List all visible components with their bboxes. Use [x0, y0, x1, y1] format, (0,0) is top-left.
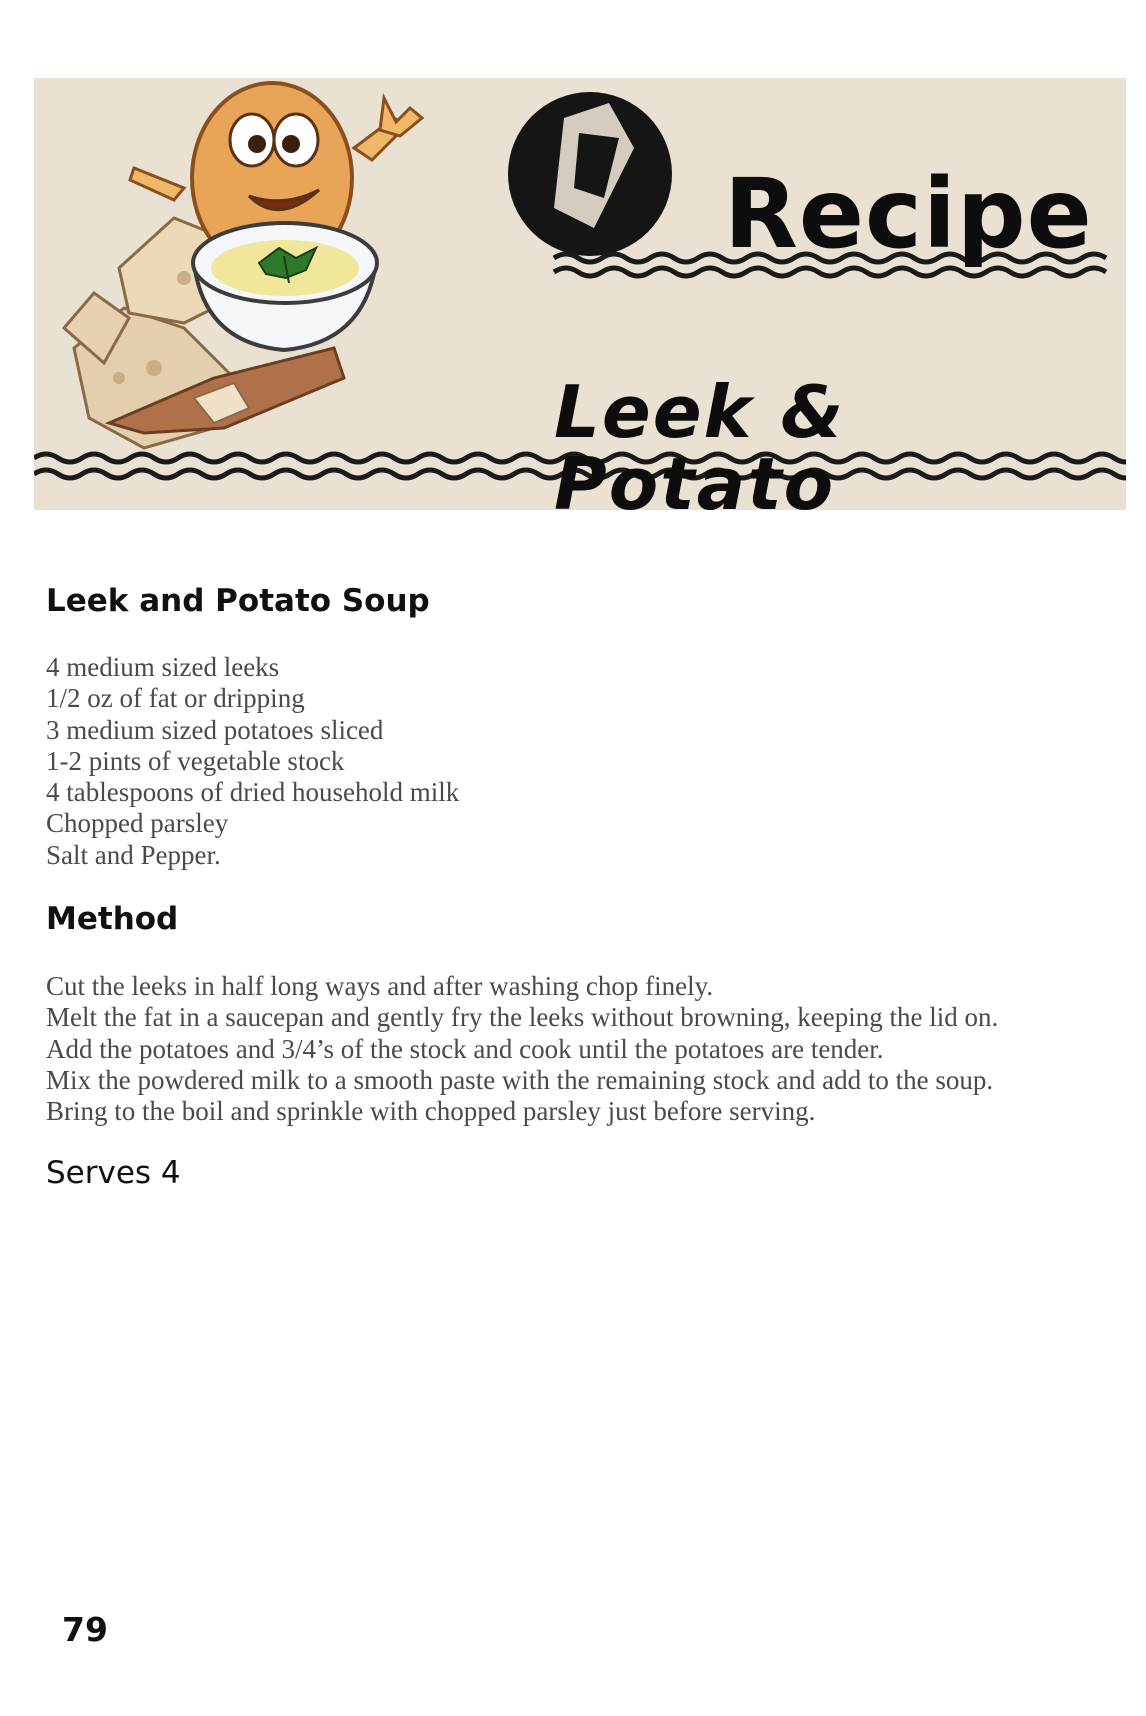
page-number: 79: [62, 1610, 108, 1649]
recipe-title: Leek and Potato Soup: [46, 583, 430, 619]
recipe-banner: [34, 78, 1126, 510]
method-steps: [46, 971, 998, 1127]
ingredient-item: Salt and Pepper.: [46, 839, 221, 870]
vintage-emblem-icon: [508, 92, 672, 256]
method-step: Cut the leeks in half long ways and after washing chop finely.: [46, 971, 714, 1001]
ingredient-item: 3 medium sized potatoes sliced: [46, 714, 384, 745]
method-step: Bring to the boil and sprinkle with chopped parsley just before serving.: [46, 1096, 816, 1127]
banner-title: Recipe: [724, 158, 1093, 270]
method-step: Melt the fat in a saucepan and gently fry the leeks without browning, keeping the lid on.: [46, 1002, 999, 1033]
ingredient-item: 4 medium sized leeks: [46, 652, 280, 682]
ingredient-item: 4 tablespoons of dried household milk: [46, 777, 460, 808]
ingredient-list: [46, 652, 459, 871]
banner-subtitle: Leek & Potato: [554, 370, 846, 510]
ingredient-item: 1-2 pints of vegetable stock: [46, 745, 345, 776]
method-step: Add the potatoes and 3/4’s of the stock and cook until the potatoes are tender.: [46, 1033, 884, 1064]
soup-bowl-icon: [193, 223, 377, 350]
ingredient-item: 1/2 oz of fat or dripping: [46, 683, 305, 714]
method-heading: Method: [46, 901, 179, 937]
method-step: Mix the powdered milk to a smooth paste with the remaining stock and add to the soup.: [46, 1064, 994, 1095]
serves-note: Serves 4: [46, 1155, 181, 1191]
ingredient-item: Chopped parsley: [46, 808, 229, 839]
